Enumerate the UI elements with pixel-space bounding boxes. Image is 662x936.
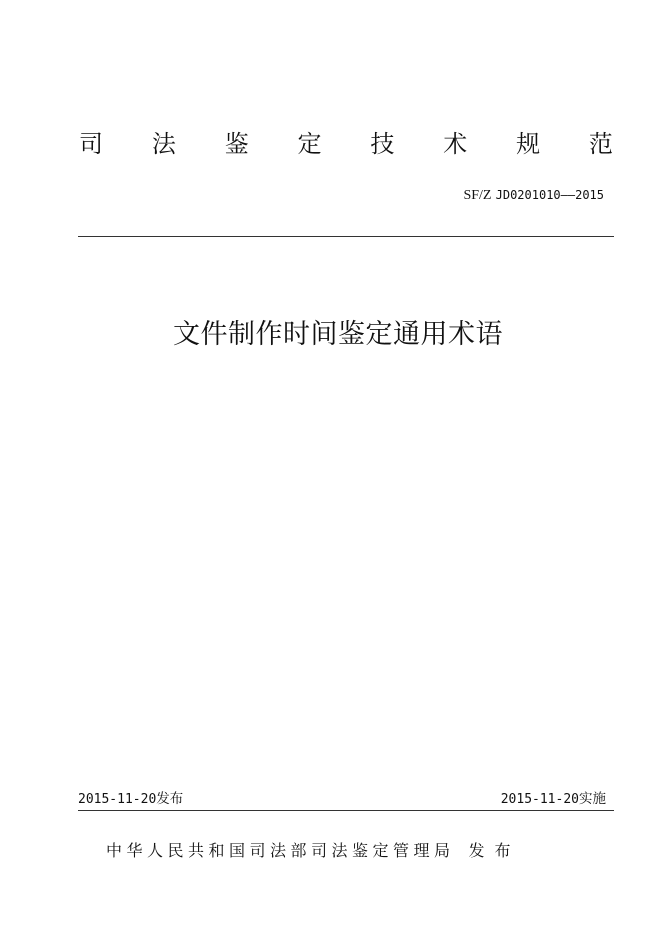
implementation-date: 2015-11-20 xyxy=(500,792,579,807)
series-title-char: 法 xyxy=(151,130,176,158)
series-title-char: 范 xyxy=(588,130,613,158)
series-title-char: 司 xyxy=(79,130,103,158)
publisher-line xyxy=(106,840,521,862)
series-title-char: 术 xyxy=(443,130,468,158)
top-divider xyxy=(78,236,614,237)
implementation-label: 实施 xyxy=(579,791,606,807)
release-date-block xyxy=(78,790,183,809)
release-label: 发布 xyxy=(156,791,184,807)
standard-number-code: JD0201010——2015 xyxy=(495,188,604,202)
series-title-char: 技 xyxy=(370,130,395,158)
implementation-date-block xyxy=(501,790,606,809)
document-title: 文件制作时间鉴定通用术语 xyxy=(173,319,503,350)
series-title xyxy=(78,128,614,160)
date-row xyxy=(78,790,606,809)
standard-number xyxy=(463,186,604,205)
publisher-action: 发布 xyxy=(468,841,521,860)
series-title-char: 鉴 xyxy=(224,130,249,158)
release-date: 2015-11-20 xyxy=(78,792,157,807)
publisher-name: 中华人民共和国司法部司法鉴定管理局 xyxy=(106,841,455,860)
bottom-divider xyxy=(78,810,614,811)
standard-number-prefix: SF/Z xyxy=(463,188,492,203)
series-title-char: 规 xyxy=(516,130,541,158)
series-title-char: 定 xyxy=(297,130,322,158)
